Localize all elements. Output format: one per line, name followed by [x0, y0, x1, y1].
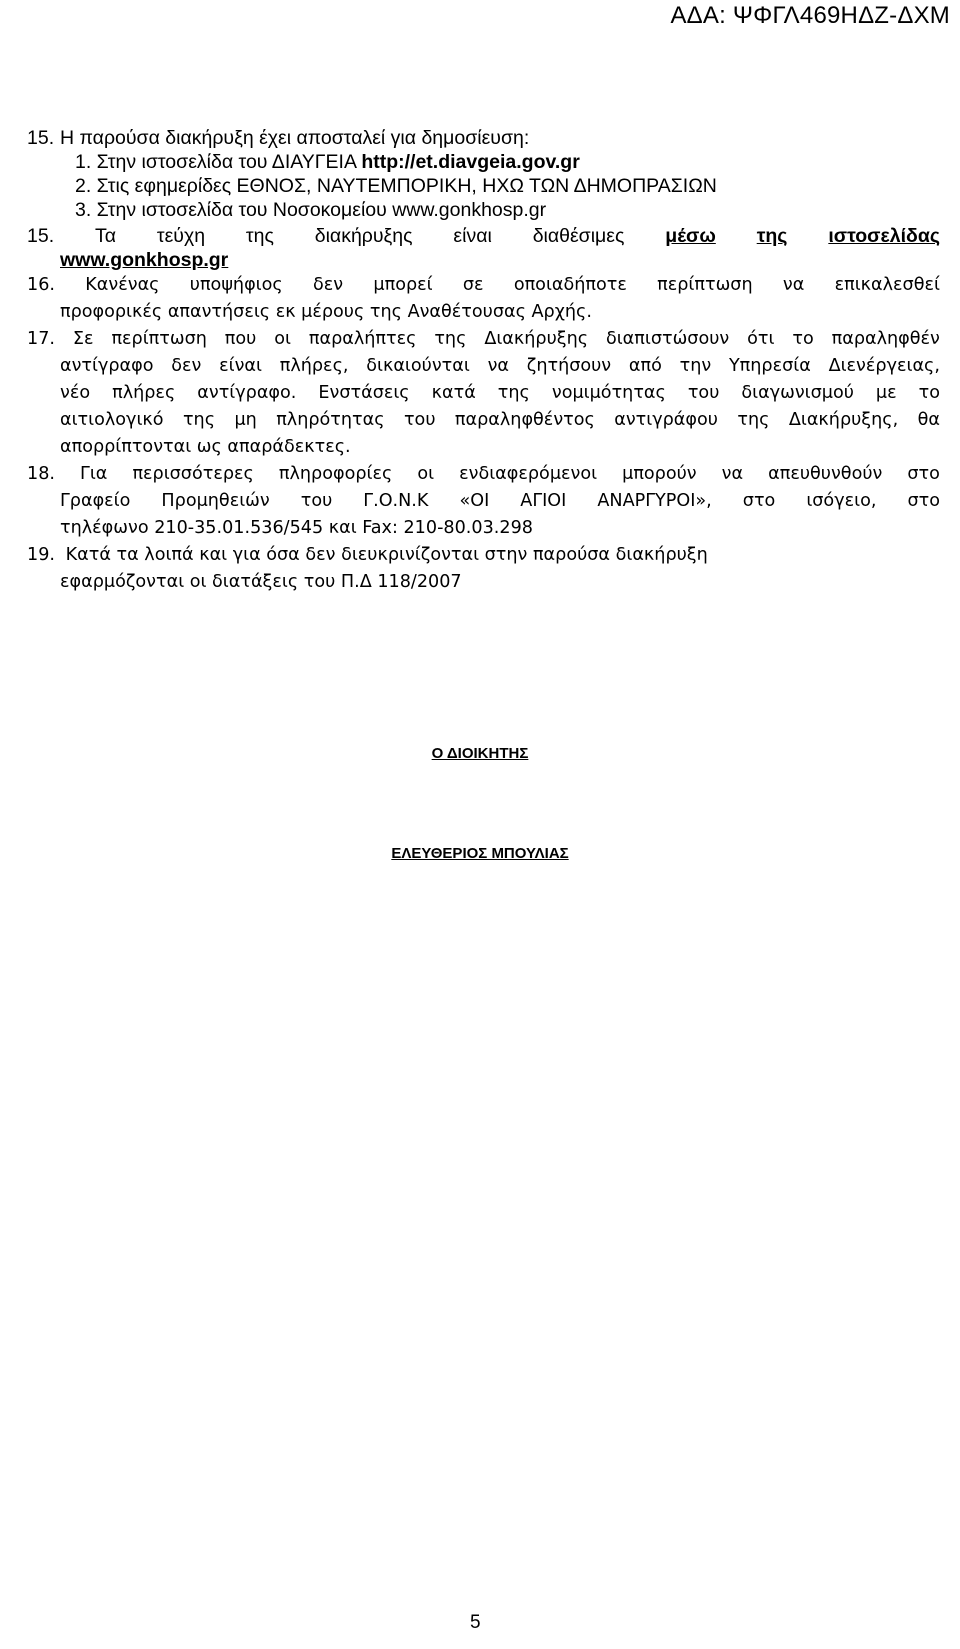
word: του [300, 491, 333, 511]
word: να [487, 356, 509, 376]
word: Διακήρυξης [484, 329, 589, 349]
word: πλήρες [112, 383, 176, 403]
word: το [792, 329, 814, 349]
word: από [628, 356, 662, 376]
word: σε [462, 275, 484, 295]
word: οι [274, 329, 291, 349]
word: Υπηρεσία [728, 356, 811, 376]
item-18-line-3: τηλέφωνο 210-35.01.536/545 και Fax: 210-80.03.298 [60, 518, 533, 538]
word: Προμηθειών [161, 491, 270, 511]
word: στο [907, 491, 940, 511]
word: παραληφθέντος [454, 410, 595, 430]
item-number: 19. [27, 545, 55, 565]
sub-item-2: 2. Στις εφημερίδες ΕΘΝΟΣ, ΝΑΥΤΕΜΠΟΡΙΚΗ, ΗΧΩ ΤΩΝ ΔΗΜΟΠΡΑΣΙΩΝ [75, 175, 717, 197]
word: της [497, 383, 530, 403]
word: μέσω [665, 225, 716, 247]
word: ισόγειο, [806, 491, 877, 511]
item-19 [27, 542, 940, 596]
word: παραλήπτες [308, 329, 417, 349]
word: ζητήσουν [526, 356, 612, 376]
word: Σε [72, 329, 94, 349]
word: ΑΝΑΡΓΥΡΟΙ», [597, 491, 712, 511]
word: διαγωνισμού [741, 383, 854, 403]
item-number: 18. [27, 464, 55, 484]
item-number: 15. [27, 225, 55, 247]
word: με [875, 383, 897, 403]
word: οι [417, 464, 435, 484]
item-19-line-1: Κατά τα λοιπά και για όσα δεν διευκρινίζονται στην παρούσα διακήρυξη [60, 545, 708, 565]
word: Για [80, 464, 108, 484]
word: δικαιούνται [366, 356, 470, 376]
word: οποιαδήποτε [513, 275, 627, 295]
item-number: 15. [27, 127, 55, 149]
word: πληροφορίες [278, 464, 393, 484]
word: στο [742, 491, 776, 511]
word: μπορούν [622, 464, 697, 484]
word: της [756, 225, 788, 247]
word: αντίγραφο. [197, 383, 297, 403]
word: μπορεί [373, 275, 433, 295]
word: επικαλεσθεί [834, 275, 940, 295]
document-body [27, 126, 940, 596]
item-15 [27, 126, 940, 222]
word: αντιγράφου [614, 410, 718, 430]
word: δεν [313, 275, 344, 295]
word: διαθέσιμες [532, 225, 625, 247]
item-text: Η παρούσα διακήρυξη έχει αποσταλεί για δημοσίευση: [60, 127, 530, 149]
word: το [918, 383, 940, 403]
word: «ΟΙ [459, 491, 490, 511]
word: να [721, 464, 744, 484]
word: νομιμότητας [551, 383, 666, 403]
word: Γραφείο [60, 491, 131, 511]
word: Τα [94, 225, 117, 247]
word: ενδιαφερόμενοι [459, 464, 598, 484]
word: απευθυνθούν [768, 464, 883, 484]
word: της [434, 329, 467, 349]
word: ΑΓΙΟΙ [520, 491, 567, 511]
word: περίπτωση [657, 275, 753, 295]
diavgeia-link[interactable]: http://et.diavgeia.gov.gr [361, 151, 580, 173]
item-17-line-5: απορρίπτονται ως απαράδεκτες. [60, 437, 351, 457]
word: δεν [171, 356, 202, 376]
sub-item-3: 3. Στην ιστοσελίδα του Νοσοκομείου www.gonkhosp.gr [75, 199, 547, 221]
word: της [245, 225, 274, 247]
word: του [687, 383, 720, 403]
word: Ενστάσεις [318, 383, 410, 403]
page-number: 5 [470, 1612, 481, 1633]
word: αντίγραφο [60, 356, 154, 376]
item-number: 16. [27, 275, 55, 295]
item-18 [27, 461, 940, 542]
word: ιστοσελίδας [828, 225, 940, 247]
word: που [224, 329, 257, 349]
word: διαπιστώσουν [605, 329, 730, 349]
word: πλήρες, [279, 356, 349, 376]
item-number: 17. [27, 329, 55, 349]
word: τεύχη [156, 225, 206, 247]
signature-title: Ο ΔΙΟΙΚΗΤΗΣ [431, 745, 529, 762]
word: της [737, 410, 770, 430]
word: της [182, 410, 216, 430]
word: Κανένας [85, 275, 160, 295]
item-19-line-2: εφαρμόζονται οι διατάξεις του Π.Δ 118/2007 [60, 572, 462, 592]
word: παραληφθέν [831, 329, 940, 349]
item-16 [27, 272, 940, 326]
word: κατά [431, 383, 476, 403]
signature-name: ΕΛΕΥΘΕΡΙΟΣ ΜΠΟΥΛΙΑΣ [391, 845, 569, 862]
ada-code: ΑΔΑ: ΨΦΓΛ469ΗΔΖ-ΔΧΜ [670, 2, 950, 29]
word: θα [917, 410, 940, 430]
word: είναι [453, 225, 492, 247]
word: να [782, 275, 805, 295]
word: ότι [747, 329, 775, 349]
item-17 [27, 326, 940, 461]
sub-item-1: 1. Στην ιστοσελίδα του ΔΙΑΥΓΕΙΑ [75, 151, 362, 173]
word: Διακήρυξης, [788, 410, 899, 430]
word: διακήρυξης [314, 225, 413, 247]
word: νέο [60, 383, 91, 403]
word: Γ.Ο.Ν.Κ [363, 491, 429, 511]
word: πληρότητας [276, 410, 385, 430]
word: αιτιολογικό [60, 410, 164, 430]
word: Διενέργειας, [828, 356, 940, 376]
word: περισσότερες [132, 464, 254, 484]
item-15b [27, 224, 940, 272]
word: την [679, 356, 712, 376]
word: του [403, 410, 436, 430]
website-link[interactable]: www.gonkhosp.gr [60, 249, 229, 271]
word: υποψήφιος [189, 275, 283, 295]
word: είναι [219, 356, 262, 376]
word: μη [234, 410, 257, 430]
item-16-line-2: προφορικές απαντήσεις εκ μέρους της Αναθέτουσας Αρχής. [60, 302, 592, 322]
word: περίπτωση [111, 329, 207, 349]
word: στο [907, 464, 940, 484]
